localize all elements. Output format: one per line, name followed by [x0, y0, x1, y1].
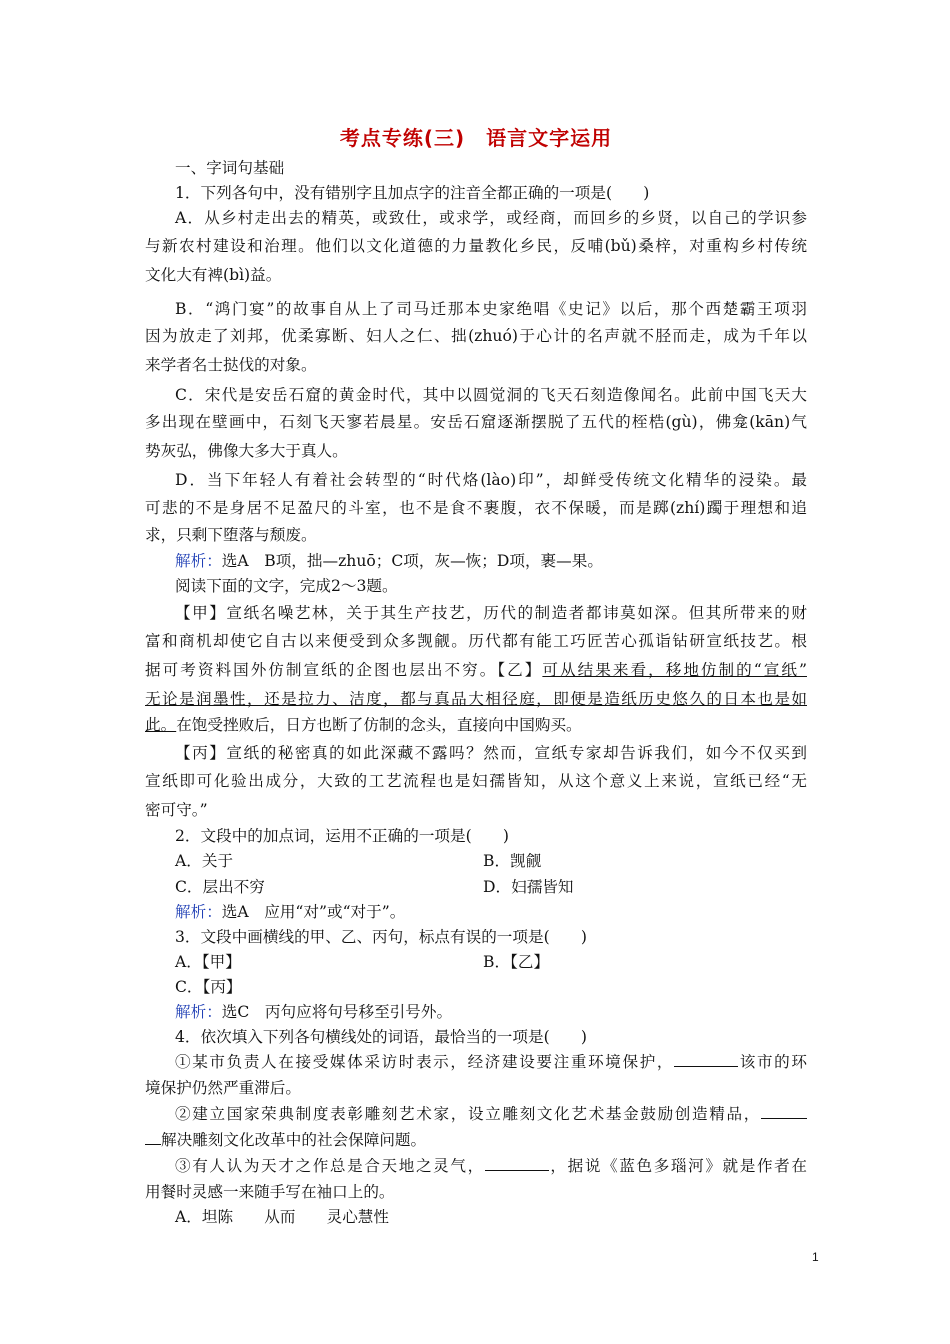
fill-blank [145, 1130, 161, 1145]
dotted-word: 觊觎 [417, 632, 452, 650]
q4-sentence-3-line2: 用餐时灵感一来随手写在袖口上的。 [145, 1183, 395, 1201]
q1-option-a: A．从乡村走出去的精英，或致仕，或求学，或经商，而回乡的乡贤，以自己的学识参 [175, 209, 807, 227]
passage-line: 【丙】宣纸的秘密真的如此深藏不露吗？然而，宣纸专家却告诉我们，如今不仅买到 [175, 744, 807, 762]
dotted-char: 烙 [462, 471, 481, 489]
q1-option-d: D．当下年轻人有着社会转型的“时代烙(lào)印”，却鲜受传统文化精华的浸染。最 [175, 471, 807, 489]
q4-sentence-3: ③有人认为天才之作总是合天地之灵气， ，据说《蓝色多瑙河》就是作者在 [175, 1157, 807, 1175]
q2-option-d: D．妇孺皆知 [483, 878, 574, 896]
q1-option-a-line2: 与新农村建设和治理。他们以文化道德的力量教化乡民，反哺(bǔ)桑梓，对重构乡村传统 [145, 237, 807, 255]
fill-blank [485, 1156, 549, 1171]
q2-option-b: B．觊觎 [483, 852, 542, 870]
q1-option-c: C．宋代是安岳石窟的黄金时代，其中以圆觉洞的飞天石刻造像闻名。此前中国飞天大 [175, 386, 807, 404]
q1-option-b: B．“鸿门宴”的故事自从上了司马迁那本史家绝唱《史记》以后，那个西楚霸王项羽 [175, 300, 807, 318]
passage-line: 【甲】宣纸名噪艺林，关于其生产技艺，历代的制造者都讳莫如深。但其所带来的财 [175, 604, 807, 622]
fill-blank [761, 1104, 807, 1119]
q4-sentence-2-line2: 解决雕刻文化改革中的社会保障问题。 [145, 1130, 807, 1150]
dotted-word: 出不穷 [426, 661, 480, 679]
q4-sentence-1: ①某市负责人在接受媒体采访时表示，经济建设要注重环境保护， 该市的环 [175, 1053, 807, 1071]
q2-options-row2 [145, 877, 807, 897]
passage-line: 富和商机却使它自古以来便受到众多觊觎。历代都有能工巧匠苦心孤诣钻研宣纸技艺。根 [145, 632, 807, 650]
q4-option-a: A．坦陈 从而 灵心慧性 [175, 1208, 389, 1226]
page-title: 考点专练(三) 语言文字运用 [339, 126, 613, 150]
q4-stem: 4．依次填入下列各句横线处的词语，最恰当的一项是( ) [175, 1028, 587, 1046]
dotted-word: 妇孺皆知 [472, 772, 541, 790]
underlined-sentence: 无论是润墨性，还是拉力、洁度，都与真品大相径庭，即便是造纸历史悠久的日本也是如 [145, 690, 807, 708]
q3-option-b: B．【乙】 [483, 953, 550, 971]
dotted-char: 裨 [207, 266, 223, 284]
dotted-char: 梏 [648, 413, 666, 431]
analysis-label: 解析： [175, 903, 222, 921]
underlined-sentence: 可从结果来看，移地仿制的“宣纸” [542, 661, 807, 679]
passage-line: 据可考资料国外仿制宣纸的企图也层出不穷。【乙】可从结果来看，移地仿制的“宣纸” [145, 661, 807, 679]
dotted-char: 龛 [732, 413, 750, 431]
q4-sentence-1-line2: 境保护仍然严重滞后。 [145, 1079, 301, 1097]
q1-option-a-line3: 文化大有裨(bì)益。 [145, 266, 282, 284]
q2-options-row1 [145, 851, 807, 871]
q1-analysis: 解析：选A B项，拙—zhuō；C项，灰—恢；D项，裹—果。 [175, 552, 603, 570]
dotted-word: 关于 [346, 604, 381, 622]
q1-stem: 1．下列各句中，没有错别字且加点字的注音全都正确的一项是( ) [175, 184, 650, 202]
analysis-label: 解析： [175, 552, 222, 570]
q3-option-a: A．【甲】 [175, 953, 241, 971]
q1-option-c-line3: 势灰弘，佛像大多大于真人。 [145, 442, 348, 460]
q1-option-c-line2: 多出现在壁画中，石刻飞天寥若晨星。安岳石窟逐渐摆脱了五代的桎梏(gù)，佛龛(kān)气 [145, 413, 807, 431]
q1-option-b-line2: 因为放走了刘邦，优柔寡断、妇人之仁、拙(zhuó)于心计的名声就不胫而走，成为千年以 [145, 327, 807, 345]
q2-option-a: A．关于 [175, 852, 234, 870]
fill-blank [674, 1052, 738, 1067]
section-heading: 一、字词句基础 [175, 159, 285, 177]
q2-analysis: 解析：选A 应用“对”或“对于”。 [175, 903, 406, 921]
underlined-sentence: 此。 [145, 716, 177, 734]
q2-stem: 2．文段中的加点词，运用不正确的一项是( ) [175, 827, 509, 845]
q3-stem: 3．文段中画横线的甲、乙、丙句，标点有误的一项是( ) [175, 928, 587, 946]
q1-option-d-line3: 求，只剩下堕落与颓废。 [145, 526, 317, 544]
q4-sentence-2: ②建立国家荣典制度表彰雕刻艺术家，设立雕刻文化艺术基金鼓励创造精品， [145, 1104, 807, 1124]
q1-option-d-line2: 可悲的不是身居不足盈尺的斗室，也不是食不裹腹，衣不保暖，而是踯(zhí)躅于理想和追 [145, 499, 807, 517]
q3-analysis: 解析：选C 丙句应将句号移至引号外。 [175, 1003, 453, 1021]
q3-options-row1 [145, 952, 807, 972]
q2-option-c: C．层出不穷 [175, 878, 265, 896]
q3-option-c: C．【丙】 [175, 978, 242, 996]
analysis-label: 解析： [175, 1003, 222, 1021]
dotted-char: 拙 [451, 327, 469, 345]
passage-line: 密可守。” [145, 801, 208, 819]
page-number: 1 [812, 1250, 819, 1264]
q1-option-b-line3: 来学者名士挞伐的对象。 [145, 356, 317, 374]
dotted-char: 哺 [587, 237, 605, 255]
passage-intro: 阅读下面的文字，完成2～3题。 [175, 577, 398, 595]
dotted-char: 踯 [653, 499, 670, 517]
passage-line: 此。在饱受挫败后，日方也断了仿制的念头，直接向中国购买。 [145, 716, 582, 734]
passage-line: 宣纸即可化验出成分，大致的工艺流程也是妇孺皆知，从这个意义上来说，宣纸已经“无 [145, 772, 807, 790]
